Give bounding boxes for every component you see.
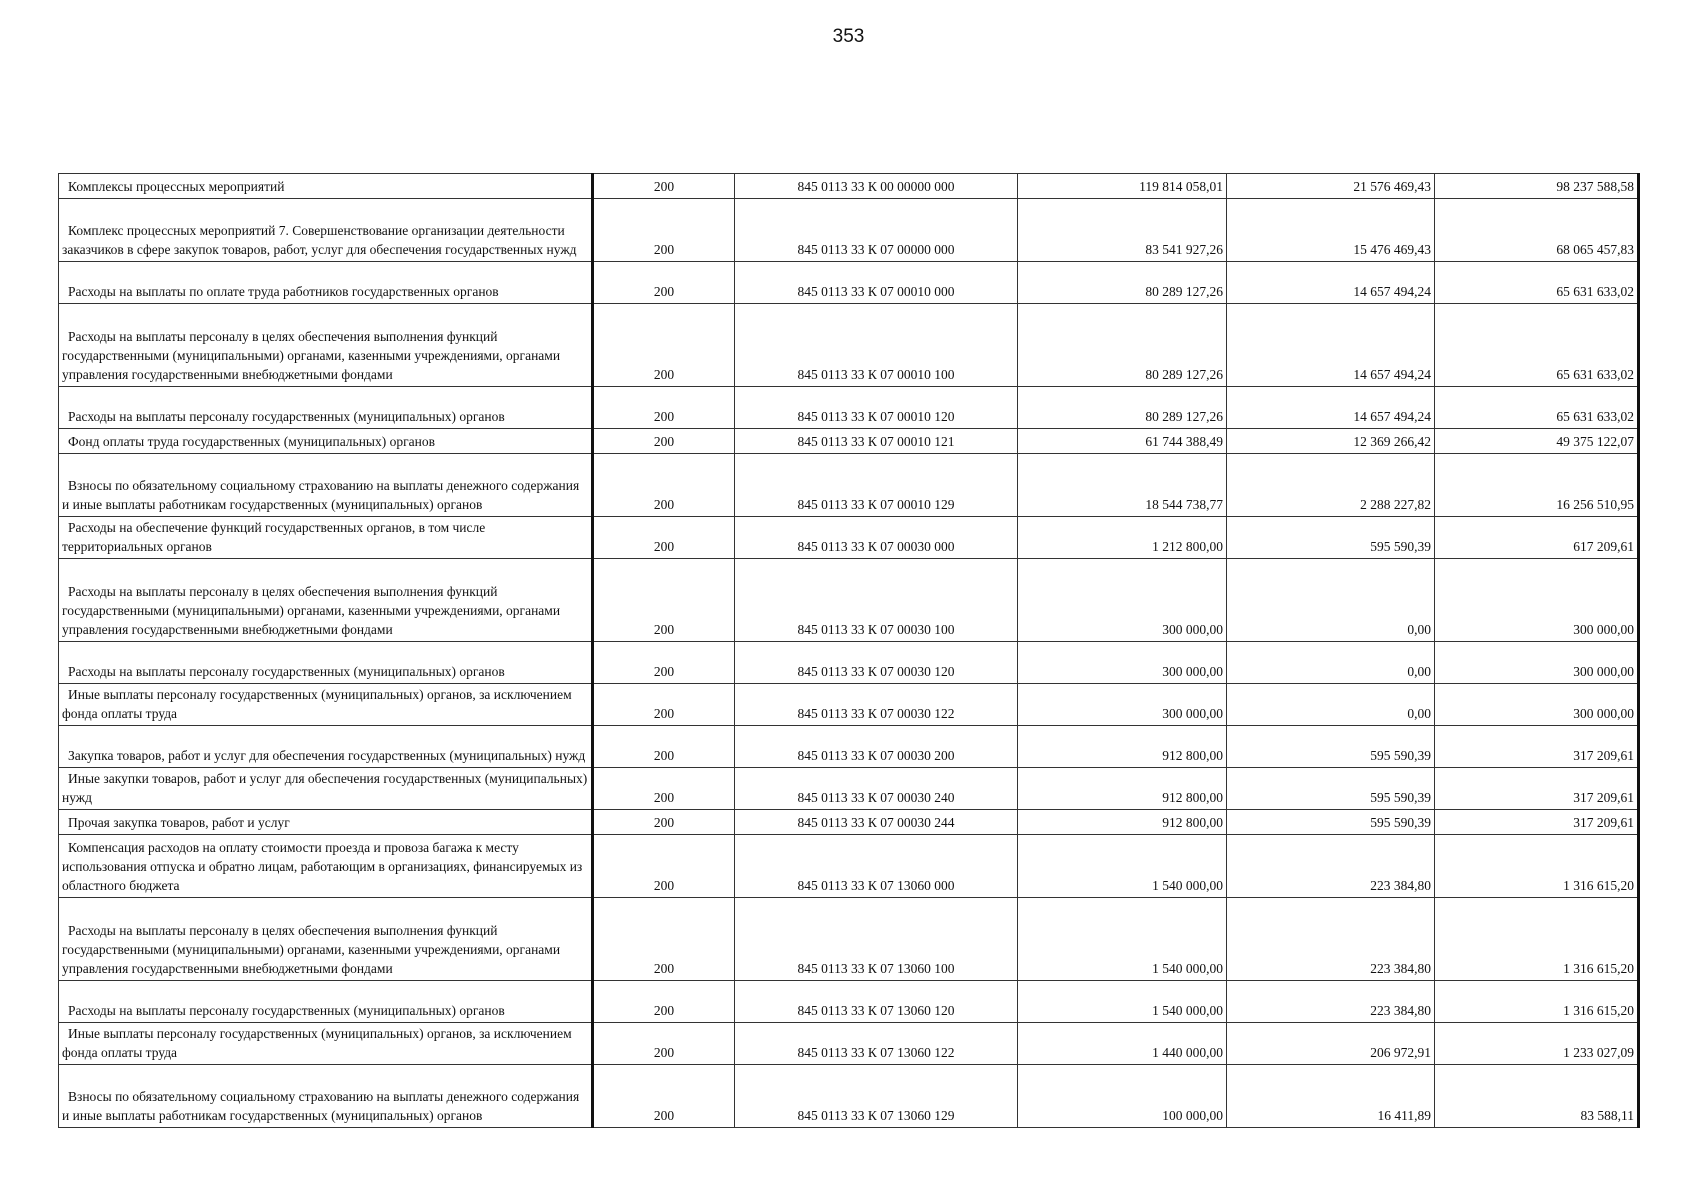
row-line-code: 200 [593,835,735,898]
row-name-cell [59,1065,593,1128]
row-unexecuted: 65 631 633,02 [1435,387,1639,429]
row-approved: 18 544 738,77 [1018,454,1227,517]
row-name: Комплекс процессных мероприятий 7. Совершенствование организации деятельности заказчиков в сфере закупок товаров, работ, услуг для обеспечения государственных нужд [62,223,577,257]
row-approved: 912 800,00 [1018,726,1227,768]
row-approved: 61 744 388,49 [1018,429,1227,454]
row-unexecuted: 65 631 633,02 [1435,304,1639,387]
row-name-cell [59,517,593,559]
row-classification-code: 845 0113 33 К 07 00030 120 [735,642,1018,684]
table-row [59,262,1639,304]
row-executed: 21 576 469,43 [1227,174,1435,199]
row-classification-code: 845 0113 33 К 07 00010 100 [735,304,1018,387]
row-name-cell [59,684,593,726]
row-approved: 83 541 927,26 [1018,199,1227,262]
table-row [59,1065,1639,1128]
table-row [59,304,1639,387]
row-approved: 100 000,00 [1018,1065,1227,1128]
row-name: Прочая закупка товаров, работ и услуг [68,815,290,830]
row-executed: 223 384,80 [1227,898,1435,981]
row-classification-code: 845 0113 33 К 07 00030 244 [735,810,1018,835]
row-approved: 80 289 127,26 [1018,304,1227,387]
row-unexecuted: 1 316 615,20 [1435,981,1639,1023]
table-row [59,1023,1639,1065]
row-executed: 14 657 494,24 [1227,387,1435,429]
row-line-code: 200 [593,262,735,304]
row-executed: 14 657 494,24 [1227,262,1435,304]
row-name-cell [59,1023,593,1065]
table-row [59,559,1639,642]
table-row [59,684,1639,726]
row-name-cell [59,174,593,199]
row-approved: 300 000,00 [1018,684,1227,726]
row-line-code: 200 [593,898,735,981]
row-approved: 1 212 800,00 [1018,517,1227,559]
row-executed: 0,00 [1227,684,1435,726]
row-name-cell [59,898,593,981]
row-unexecuted: 65 631 633,02 [1435,262,1639,304]
row-line-code: 200 [593,981,735,1023]
row-name: Расходы на выплаты по оплате труда работников государственных органов [68,284,499,299]
row-classification-code: 845 0113 33 К 07 13060 000 [735,835,1018,898]
row-approved: 1 440 000,00 [1018,1023,1227,1065]
row-name: Комплексы процессных мероприятий [68,179,285,194]
table-row [59,199,1639,262]
table-row [59,454,1639,517]
table-row [59,768,1639,810]
row-line-code: 200 [593,768,735,810]
row-name-cell [59,835,593,898]
row-unexecuted: 317 209,61 [1435,810,1639,835]
row-line-code: 200 [593,517,735,559]
row-executed: 595 590,39 [1227,768,1435,810]
row-name: Закупка товаров, работ и услуг для обеспечения государственных (муниципальных) нужд [68,748,586,763]
row-classification-code: 845 0113 33 К 07 00010 000 [735,262,1018,304]
row-executed: 223 384,80 [1227,981,1435,1023]
row-line-code: 200 [593,199,735,262]
table-body [59,174,1639,1128]
row-classification-code: 845 0113 33 К 00 00000 000 [735,174,1018,199]
row-unexecuted: 49 375 122,07 [1435,429,1639,454]
row-line-code: 200 [593,1065,735,1128]
row-executed: 14 657 494,24 [1227,304,1435,387]
row-unexecuted: 1 316 615,20 [1435,898,1639,981]
row-name: Взносы по обязательному социальному страхованию на выплаты денежного содержания и иные выплаты работникам государственных (муниципальных) органов [62,1089,580,1123]
row-executed: 0,00 [1227,559,1435,642]
row-unexecuted: 98 237 588,58 [1435,174,1639,199]
row-executed: 16 411,89 [1227,1065,1435,1128]
row-approved: 80 289 127,26 [1018,262,1227,304]
row-name: Расходы на выплаты персоналу государственных (муниципальных) органов [68,664,505,679]
row-unexecuted: 1 233 027,09 [1435,1023,1639,1065]
row-name-cell [59,387,593,429]
row-executed: 595 590,39 [1227,726,1435,768]
table-row [59,429,1639,454]
row-line-code: 200 [593,387,735,429]
row-name-cell [59,262,593,304]
row-approved: 912 800,00 [1018,810,1227,835]
row-name: Расходы на выплаты персоналу в целях обеспечения выполнения функций государственными (муниципальными) органами, казенными учреждениями, органами управления государственными внебюджетными фондами [62,923,561,976]
row-name: Расходы на выплаты персоналу государственных (муниципальных) органов [68,1003,505,1018]
row-approved: 1 540 000,00 [1018,835,1227,898]
row-name-cell [59,454,593,517]
row-name-cell [59,810,593,835]
row-line-code: 200 [593,1023,735,1065]
row-line-code: 200 [593,559,735,642]
row-executed: 223 384,80 [1227,835,1435,898]
row-executed: 595 590,39 [1227,810,1435,835]
row-name: Расходы на выплаты персоналу государственных (муниципальных) органов [68,409,505,424]
row-unexecuted: 83 588,11 [1435,1065,1639,1128]
row-classification-code: 845 0113 33 К 07 13060 122 [735,1023,1018,1065]
row-classification-code: 845 0113 33 К 07 00000 000 [735,199,1018,262]
page-number: 353 [832,26,865,47]
row-unexecuted: 317 209,61 [1435,768,1639,810]
row-name-cell [59,199,593,262]
row-name-cell [59,304,593,387]
row-line-code: 200 [593,642,735,684]
row-approved: 912 800,00 [1018,768,1227,810]
row-unexecuted: 617 209,61 [1435,517,1639,559]
row-classification-code: 845 0113 33 К 07 00030 100 [735,559,1018,642]
row-name: Расходы на выплаты персоналу в целях обеспечения выполнения функций государственными (муниципальными) органами, казенными учреждениями, органами управления государственными внебюджетными фондами [62,584,561,637]
row-name: Иные выплаты персоналу государственных (муниципальных) органов, за исключением фонда оплаты труда [62,1026,572,1060]
row-classification-code: 845 0113 33 К 07 00010 129 [735,454,1018,517]
table-row [59,387,1639,429]
row-approved: 300 000,00 [1018,642,1227,684]
row-classification-code: 845 0113 33 К 07 13060 100 [735,898,1018,981]
table-row [59,174,1639,199]
row-executed: 0,00 [1227,642,1435,684]
row-unexecuted: 1 316 615,20 [1435,835,1639,898]
row-classification-code: 845 0113 33 К 07 13060 129 [735,1065,1018,1128]
table-row [59,726,1639,768]
row-classification-code: 845 0113 33 К 07 00010 121 [735,429,1018,454]
row-unexecuted: 300 000,00 [1435,642,1639,684]
row-name: Иные закупки товаров, работ и услуг для обеспечения государственных (муниципальных) нужд [62,771,588,805]
row-name-cell [59,429,593,454]
row-executed: 15 476 469,43 [1227,199,1435,262]
row-name-cell [59,726,593,768]
row-unexecuted: 317 209,61 [1435,726,1639,768]
row-classification-code: 845 0113 33 К 07 00010 120 [735,387,1018,429]
row-approved: 119 814 058,01 [1018,174,1227,199]
table-row [59,810,1639,835]
row-executed: 206 972,91 [1227,1023,1435,1065]
table-row [59,835,1639,898]
row-name: Компенсация расходов на оплату стоимости проезда и провоза багажа к месту использования отпуска и обратно лицам, работающим в организациях, финансируемых из областного бюджета [62,840,583,893]
row-approved: 300 000,00 [1018,559,1227,642]
row-name-cell [59,981,593,1023]
row-classification-code: 845 0113 33 К 07 00030 240 [735,768,1018,810]
row-executed: 2 288 227,82 [1227,454,1435,517]
table-row [59,642,1639,684]
table-row [59,981,1639,1023]
row-classification-code: 845 0113 33 К 07 00030 200 [735,726,1018,768]
row-line-code: 200 [593,726,735,768]
row-classification-code: 845 0113 33 К 07 00030 000 [735,517,1018,559]
row-line-code: 200 [593,174,735,199]
row-unexecuted: 300 000,00 [1435,559,1639,642]
row-name-cell [59,768,593,810]
row-approved: 1 540 000,00 [1018,981,1227,1023]
row-line-code: 200 [593,304,735,387]
row-classification-code: 845 0113 33 К 07 13060 120 [735,981,1018,1023]
row-name: Расходы на обеспечение функций государственных органов, в том числе территориальных органов [62,520,486,554]
row-name: Иные выплаты персоналу государственных (муниципальных) органов, за исключением фонда оплаты труда [62,687,572,721]
row-name: Фонд оплаты труда государственных (муниципальных) органов [68,434,435,449]
row-approved: 80 289 127,26 [1018,387,1227,429]
row-executed: 595 590,39 [1227,517,1435,559]
row-classification-code: 845 0113 33 К 07 00030 122 [735,684,1018,726]
row-executed: 12 369 266,42 [1227,429,1435,454]
row-line-code: 200 [593,684,735,726]
row-name-cell [59,642,593,684]
budget-execution-table [58,173,1640,1128]
row-name: Расходы на выплаты персоналу в целях обеспечения выполнения функций государственными (муниципальными) органами, казенными учреждениями, органами управления государственными внебюджетными фондами [62,329,561,382]
row-unexecuted: 16 256 510,95 [1435,454,1639,517]
table-row [59,517,1639,559]
row-unexecuted: 300 000,00 [1435,684,1639,726]
row-line-code: 200 [593,429,735,454]
row-unexecuted: 68 065 457,83 [1435,199,1639,262]
row-line-code: 200 [593,810,735,835]
row-name-cell [59,559,593,642]
row-line-code: 200 [593,454,735,517]
row-name: Взносы по обязательному социальному страхованию на выплаты денежного содержания и иные выплаты работникам государственных (муниципальных) органов [62,478,580,512]
table-row [59,898,1639,981]
row-approved: 1 540 000,00 [1018,898,1227,981]
